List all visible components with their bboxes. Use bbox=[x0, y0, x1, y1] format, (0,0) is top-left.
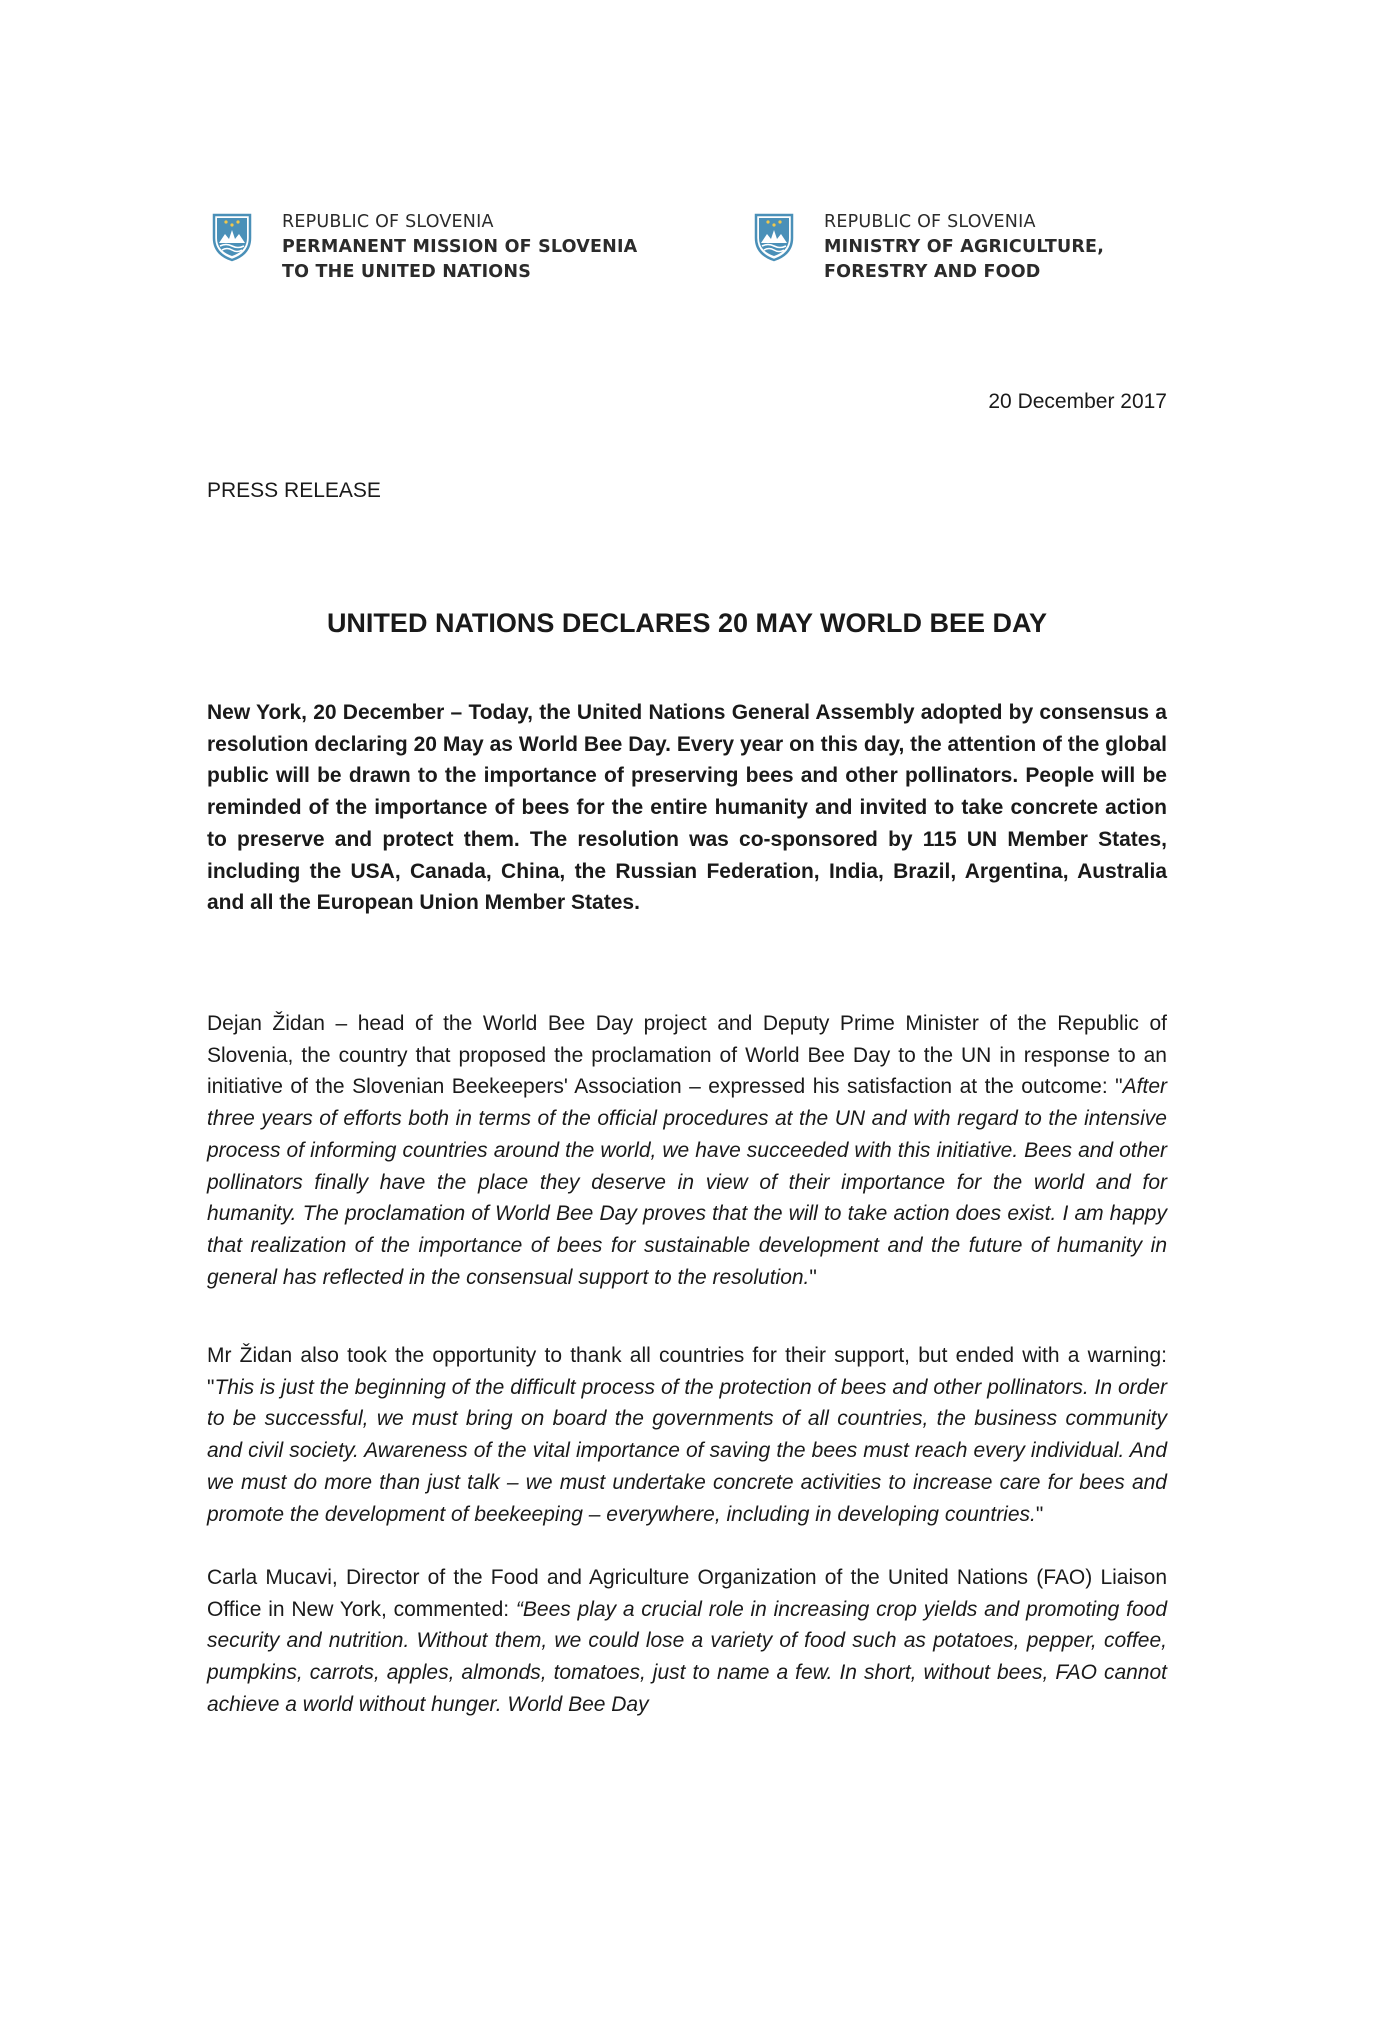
letterhead-mission-line1: REPUBLIC OF SLOVENIA bbox=[282, 212, 494, 232]
letterhead-mission-line3: TO THE UNITED NATIONS bbox=[282, 262, 532, 282]
quote-text: “Bees play a crucial role in increasing crop yields and promoting food security and nutrition. Without them, we could lose a variety of food such as potatoes, pepper, coffee, pumpkins, carrots, apples, almonds, tomatoes, just to name a few. In short, without bees, FAO cannot achieve a world without hunger. World Bee Day bbox=[207, 1597, 1167, 1716]
letterhead-ministry bbox=[752, 210, 1104, 285]
quote-text: This is just the beginning of the difficult process of the protection of bees and other pollinators. In order to be successful, we must bring on board the governments of all countries, the business community and civil society. Awareness of the vital importance of saving the bees must reach every individual. And we must do more than just talk – we must undertake concrete activities to increase care for bees and promote the development of beekeeping – everywhere, including in developing countries. bbox=[207, 1375, 1167, 1526]
slovenia-coat-of-arms-icon bbox=[752, 212, 796, 262]
paragraph-intro: Dejan Židan – head of the World Bee Day project and Deputy Prime Minister of the Republic of Slovenia, the country that proposed the proclamation of World Bee Day to the UN in response to an initiative of the Slovenian Beekeepers' Association – expressed his satisfaction at the outcome: " bbox=[207, 1012, 1167, 1099]
press-release-label: PRESS RELEASE bbox=[207, 479, 381, 502]
letterhead-ministry-line1: REPUBLIC OF SLOVENIA bbox=[824, 212, 1036, 232]
quote-close: " bbox=[809, 1265, 817, 1289]
release-date: 20 December 2017 bbox=[988, 390, 1167, 413]
paragraph-zidan-statement bbox=[207, 1008, 1167, 1293]
letterhead-mission-line2: PERMANENT MISSION OF SLOVENIA bbox=[282, 237, 638, 257]
letterhead-ministry-line3: FORESTRY AND FOOD bbox=[824, 262, 1041, 282]
paragraph-zidan-warning bbox=[207, 1340, 1167, 1530]
paragraph-fao-comment bbox=[207, 1562, 1167, 1721]
headline: UNITED NATIONS DECLARES 20 MAY WORLD BEE DAY bbox=[326, 608, 1048, 638]
paragraph-intro: Carla Mucavi, Director of the Food and Agriculture Organization of the United Nations (FAO) Liaison Office in New York, commented: bbox=[207, 1566, 1167, 1621]
lead-paragraph bbox=[207, 697, 1167, 919]
letterhead-ministry-line2: MINISTRY OF AGRICULTURE, bbox=[824, 237, 1105, 257]
slovenia-coat-of-arms-icon bbox=[210, 212, 254, 262]
lead-text: New York, 20 December – Today, the United Nations General Assembly adopted by consensus a resolution declaring 20 May as World Bee Day. Every year on this day, the attention of the global public will be drawn to the importance of preserving bees and other pollinators. People will be reminded of the importance of bees for the entire humanity and invited to take concrete action to preserve and protect them. The resolution was co-sponsored by 115 UN Member States, including the USA, Canada, China, the Russian Federation, India, Brazil, Argentina, Australia and all the European Union Member States. bbox=[207, 701, 1167, 915]
quote-text: After three years of efforts both in terms of the official procedures at the UN and with regard to the intensive process of informing countries around the world, we have succeeded with this initiative. Bees and other pollinators finally have the place they deserve in view of their importance for the world and for humanity. The proclamation of World Bee Day proves that the will to take action does exist. I am happy that realization of the importance of bees for sustainable development and the future of humanity in general has reflected in the consensual support to the resolution. bbox=[207, 1075, 1167, 1289]
letterhead-mission bbox=[210, 210, 637, 285]
paragraph-intro: Mr Židan also took the opportunity to thank all countries for their support, but ended with a warning: " bbox=[207, 1344, 1167, 1399]
quote-close: " bbox=[1035, 1502, 1044, 1526]
